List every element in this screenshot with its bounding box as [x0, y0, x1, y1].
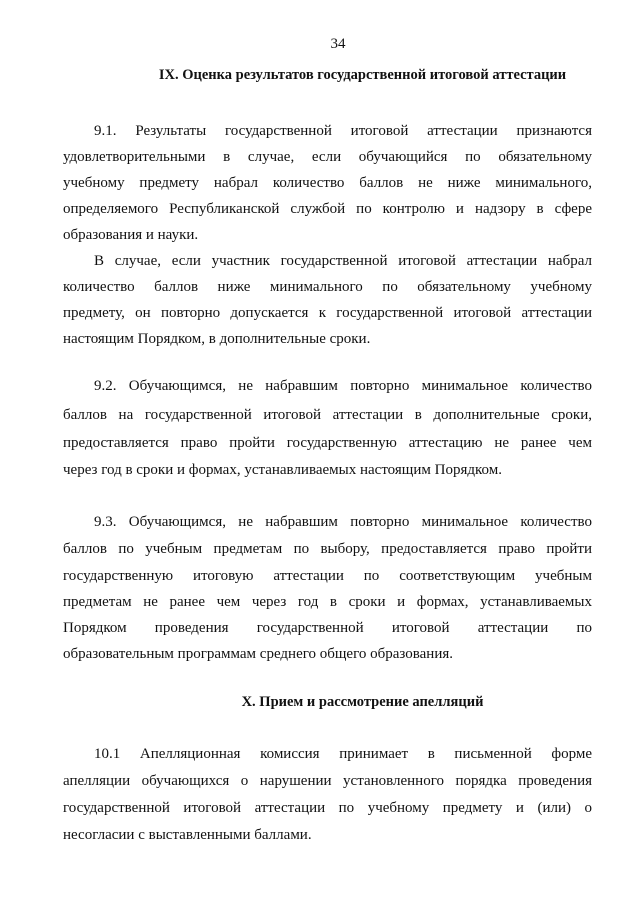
text-line: предоставляется право пройти государственную аттестацию не ранее чем	[63, 435, 592, 451]
text-line: настоящим Порядком, в дополнительные сроки.	[63, 331, 371, 347]
text-line: государственную итоговую аттестации по соответствующим учебным	[63, 568, 592, 584]
text-line: предмету, он повторно допускается к государственной итоговой аттестации	[63, 305, 592, 321]
text-line: 9.2. Обучающимся, не набравшим повторно минимальное количество	[94, 378, 592, 394]
page-number: 34	[330, 36, 346, 52]
text-line: баллов по учебным предметам по выбору, предоставляется право пройти	[63, 541, 592, 557]
text-line: 10.1 Апелляционная комиссия принимает в письменной форме	[94, 746, 592, 762]
text-line: учебному предмету набрал количество баллов не ниже минимального,	[63, 175, 592, 191]
text-line: образования и науки.	[63, 227, 199, 243]
text-line: Порядком проведения государственной итоговой аттестации по	[63, 620, 592, 636]
section-heading-10: X. Прием и рассмотрение апелляций	[241, 694, 484, 710]
text-line: государственной итоговой аттестации по учебному предмету и (или) о	[63, 800, 592, 816]
text-line: удовлетворительными в случае, если обучающийся по обязательному	[63, 149, 592, 165]
text-line: В случае, если участник государственной итоговой аттестации набрал	[94, 253, 592, 269]
text-line: апелляции обучающихся о нарушении установленного порядка проведения	[63, 773, 592, 789]
text-line: через год в сроки и формах, устанавливаемых настоящим Порядком.	[63, 462, 502, 478]
text-line: определяемого Республиканской службой по контролю и надзору в сфере	[63, 201, 592, 217]
section-heading-9: IX. Оценка результатов государственной итоговой аттестации	[158, 67, 567, 83]
text-line: 9.3. Обучающимся, не набравшим повторно минимальное количество	[94, 514, 592, 530]
text-line: 9.1. Результаты государственной итоговой аттестации признаются	[94, 123, 592, 139]
text-line: предметам не ранее чем через год в сроки и формах, устанавливаемых	[63, 594, 592, 610]
text-line: баллов на государственной итоговой аттестации в дополнительные сроки,	[63, 407, 592, 423]
text-line: образовательным программам среднего общего образования.	[63, 646, 453, 662]
text-line: количество баллов ниже минимального по обязательному учебному	[63, 279, 592, 295]
text-line: несогласии с выставленными баллами.	[63, 827, 312, 843]
